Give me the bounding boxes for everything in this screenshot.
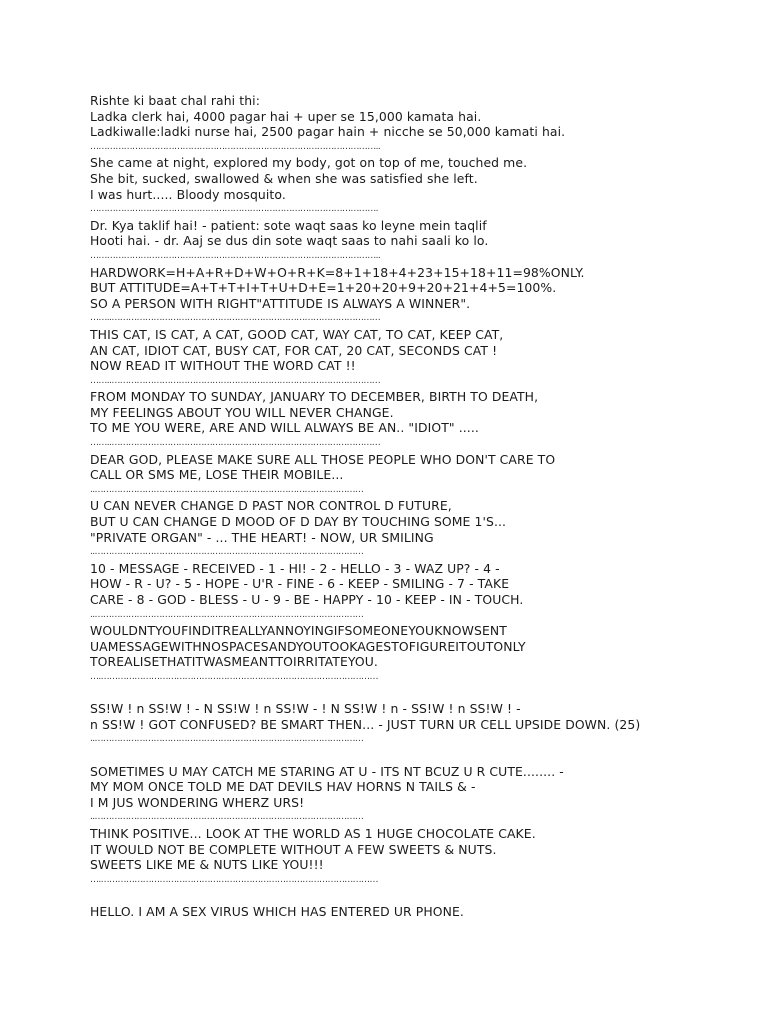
text-line: TOREALISETHATITWASMEANTTOIRRITATEYOU. (90, 654, 378, 670)
blank-line (90, 748, 750, 764)
text-line: SS!W ! n SS!W ! - N SS!W ! n SS!W - ! N SS!W ! n - SS!W ! n SS!W ! - (90, 701, 521, 717)
text-line: TO ME YOU WERE, ARE AND WILL ALWAYS BE AN.. "IDIOT" ..... (90, 420, 479, 436)
dotted-separator: ..…………………………………………………………………………………… (90, 484, 364, 495)
text-line: SWEETS LIKE ME & NUTS LIKE YOU!!! (90, 857, 324, 873)
text-line: Hooti hai. - dr. Aaj se dus din sote waqt saas to nahi saali ko lo. (90, 233, 489, 249)
dotted-separator: ….……………………………………………………………………………………… (90, 671, 378, 682)
dotted-separator: ………………………………………………………………………………………….. (90, 250, 381, 261)
text-line: I M JUS WONDERING WHERZ URS! (90, 794, 305, 810)
text-line: She bit, sucked, swallowed & when she was satisfied she left. (90, 170, 478, 186)
text-line: AN CAT, IDIOT CAT, BUSY CAT, FOR CAT, 20 CAT, SECONDS CAT ! (90, 342, 498, 358)
text-line: She came at night, explored my body, got on top of me, touched me. (90, 155, 528, 171)
text-line: HELLO. I AM A SEX VIRUS WHICH HAS ENTERED UR PHONE. (90, 903, 464, 919)
text-line: CARE - 8 - GOD - BLESS - U - 9 - BE - HAPPY - 10 - KEEP - IN - TOUCH. (90, 592, 524, 607)
blank-line (90, 888, 750, 904)
text-line: Dr. Kya taklif hai! - patient: sote waqt saas ko leyne mein taqlif (90, 217, 487, 233)
dotted-separator: ..…………………………………………………………………………………… (90, 609, 364, 620)
dotted-separator: ..…………………………………………………………………………………… (90, 734, 364, 745)
dotted-separator: ………………………………………………………………………………………….. (90, 141, 381, 152)
text-line: NOW READ IT WITHOUT THE WORD CAT !! (90, 358, 356, 374)
text-line: I was hurt..... Bloody mosquito. (90, 186, 286, 202)
text-line: MY FEELINGS ABOUT YOU WILL NEVER CHANGE. (90, 404, 394, 420)
text-line: "PRIVATE ORGAN" - ... THE HEART! - NOW, UR SMILING (90, 529, 434, 545)
text-line: THIS CAT, IS CAT, A CAT, GOOD CAT, WAY CAT, TO CAT, KEEP CAT, (90, 326, 504, 342)
text-line: SOMETIMES U MAY CATCH ME STARING AT U - ITS NT BCUZ U R CUTE........ - (90, 763, 564, 779)
dotted-separator: ….……………………………………………………………………………………… (90, 874, 378, 885)
text-line: DEAR GOD, PLEASE MAKE SURE ALL THOSE PEOPLE WHO DON'T CARE TO (90, 451, 556, 467)
document-body (90, 93, 750, 919)
text-line: HARDWORK=H+A+R+D+W+O+R+K=8+1+18+4+23+15+18+11=98%ONLY. (90, 264, 585, 280)
dotted-separator: ……..…………………………………………………………………………………… (90, 438, 381, 449)
text-line: n SS!W ! GOT CONFUSED? BE SMART THEN... - JUST TURN UR CELL UPSIDE DOWN. (25) (90, 716, 641, 732)
text-line: THINK POSITIVE... LOOK AT THE WORLD AS 1 HUGE CHOCOLATE CAKE. (90, 825, 536, 841)
text-line: IT WOULD NOT BE COMPLETE WITHOUT A FEW SWEETS & NUTS. (90, 841, 497, 857)
dotted-separator: ……..…………………………………………………………………………………… (90, 313, 381, 324)
text-line: Ladkiwalle:ladki nurse hai, 2500 pagar hain + nicche se 50,000 kamati hai. (90, 124, 566, 140)
text-line: BUT U CAN CHANGE D MOOD OF D DAY BY TOUCHING SOME 1'S... (90, 514, 507, 530)
text-line: Ladka clerk hai, 4000 pagar hai + uper se 15,000 kamata hai. (90, 108, 482, 124)
text-line: HOW - R - U? - 5 - HOPE - U'R - FINE - 6 - KEEP - SMILING - 7 - TAKE (90, 576, 510, 592)
dotted-separator: …………………………………………………………………………………………. (90, 204, 378, 215)
text-line: SO A PERSON WITH RIGHT"ATTITUDE IS ALWAYS A WINNER". (90, 295, 471, 311)
text-line: BUT ATTITUDE=A+T+T+I+T+U+D+E=1+20+20+9+20+21+4+5=100%. (90, 280, 557, 296)
dotted-separator: ..…………………………………………………………………………………… (90, 547, 364, 558)
text-line: WOULDNTYOUFINDITREALLYANNOYINGIFSOMEONEYOUKNOWSENT (90, 623, 507, 639)
text-line: Rishte ki baat chal rahi thi: (90, 93, 260, 108)
text-line: FROM MONDAY TO SUNDAY, JANUARY TO DECEMBER, BIRTH TO DEATH, (90, 389, 539, 405)
dotted-separator: ……..…………………………………………………………………………………… (90, 375, 381, 386)
text-line: MY MOM ONCE TOLD ME DAT DEVILS HAV HORNS N TAILS & - (90, 779, 476, 795)
text-line: 10 - MESSAGE - RECEIVED - 1 - HI! - 2 - HELLO - 3 - WAZ UP? - 4 - (90, 560, 500, 576)
text-line: UAMESSAGEWITHNOSPACESANDYOUTOOKAGESTOFIGUREITOUTONLY (90, 638, 526, 654)
dotted-separator: ..…………………………………………………………………………………… (90, 812, 364, 823)
text-line: U CAN NEVER CHANGE D PAST NOR CONTROL D FUTURE, (90, 498, 452, 514)
blank-line (90, 686, 750, 702)
text-line: CALL OR SMS ME, LOSE THEIR MOBILE... (90, 467, 344, 483)
